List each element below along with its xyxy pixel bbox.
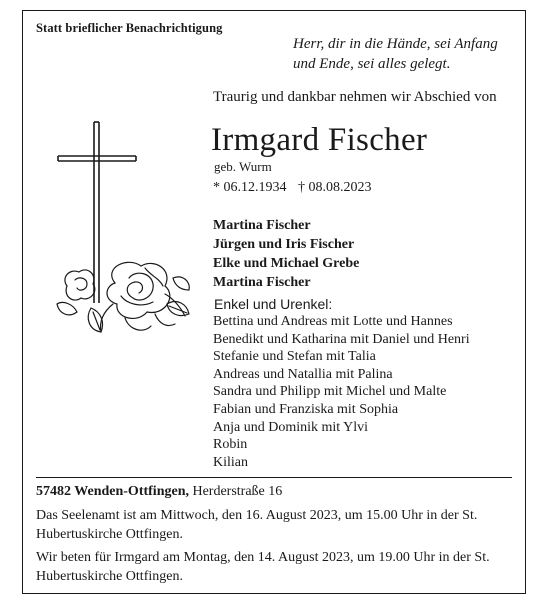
grandchildren-title: Enkel und Urenkel:: [214, 296, 333, 312]
family-list: [213, 216, 359, 292]
life-dates: [213, 180, 380, 196]
quote-line-1: Herr, dir in die Hände, sei Anfang: [293, 36, 498, 52]
section-divider: [36, 477, 512, 478]
grandchildren-list: [213, 313, 470, 471]
birth-date: * 06.12.1934: [213, 180, 287, 195]
death-date: † 08.08.2023: [298, 180, 372, 195]
list-item: Bettina und Andreas mit Lotte und Hannes: [213, 314, 453, 329]
family-member: Martina Fischer: [213, 275, 311, 290]
family-member: Martina Fischer: [213, 218, 311, 233]
list-item: Anja und Dominik mit Ylvi: [213, 419, 369, 435]
list-item: Robin: [213, 437, 248, 453]
quote-line-2: und Ende, sei alles gelegt.: [293, 56, 451, 72]
notice-heading: Statt brieflicher Benachrichtigung: [36, 21, 223, 35]
list-item: Benedikt und Katharina mit Daniel und Henri: [213, 331, 470, 347]
deceased-name: Irmgard Fischer: [211, 122, 428, 158]
intro-text: Traurig und dankbar nehmen wir Abschied von: [213, 89, 497, 105]
list-item: Sandra und Philipp mit Michel und Malte: [213, 384, 447, 400]
family-member: Jürgen und Iris Fischer: [213, 237, 355, 252]
list-item: Andreas und Natallia mit Palina: [213, 366, 393, 382]
address-street: Herderstraße 16: [192, 484, 283, 499]
cross-rose-illustration: [55, 118, 195, 348]
prayer-paragraph: Wir beten für Irmgard am Montag, den 14. August 2023, um 19.00 Uhr in der St. Hubertuskirche Ottfingen.: [36, 550, 490, 584]
list-item: Fabian und Franziska mit Sophia: [213, 401, 399, 417]
list-item: Kilian: [213, 454, 248, 470]
birth-name: geb. Wurm: [214, 159, 272, 174]
bible-quote: [293, 34, 498, 74]
list-item: Stefanie und Stefan mit Talia: [213, 349, 376, 365]
family-member: Elke und Michael Grebe: [213, 256, 360, 271]
address-city: 57482 Wenden-Ottfingen,: [36, 484, 189, 499]
wake-paragraph: Das Seelenamt ist am Mittwoch, den 16. August 2023, um 15.00 Uhr in der St. Hubertuskirche Ottfingen.: [36, 508, 478, 542]
address: [36, 484, 282, 500]
